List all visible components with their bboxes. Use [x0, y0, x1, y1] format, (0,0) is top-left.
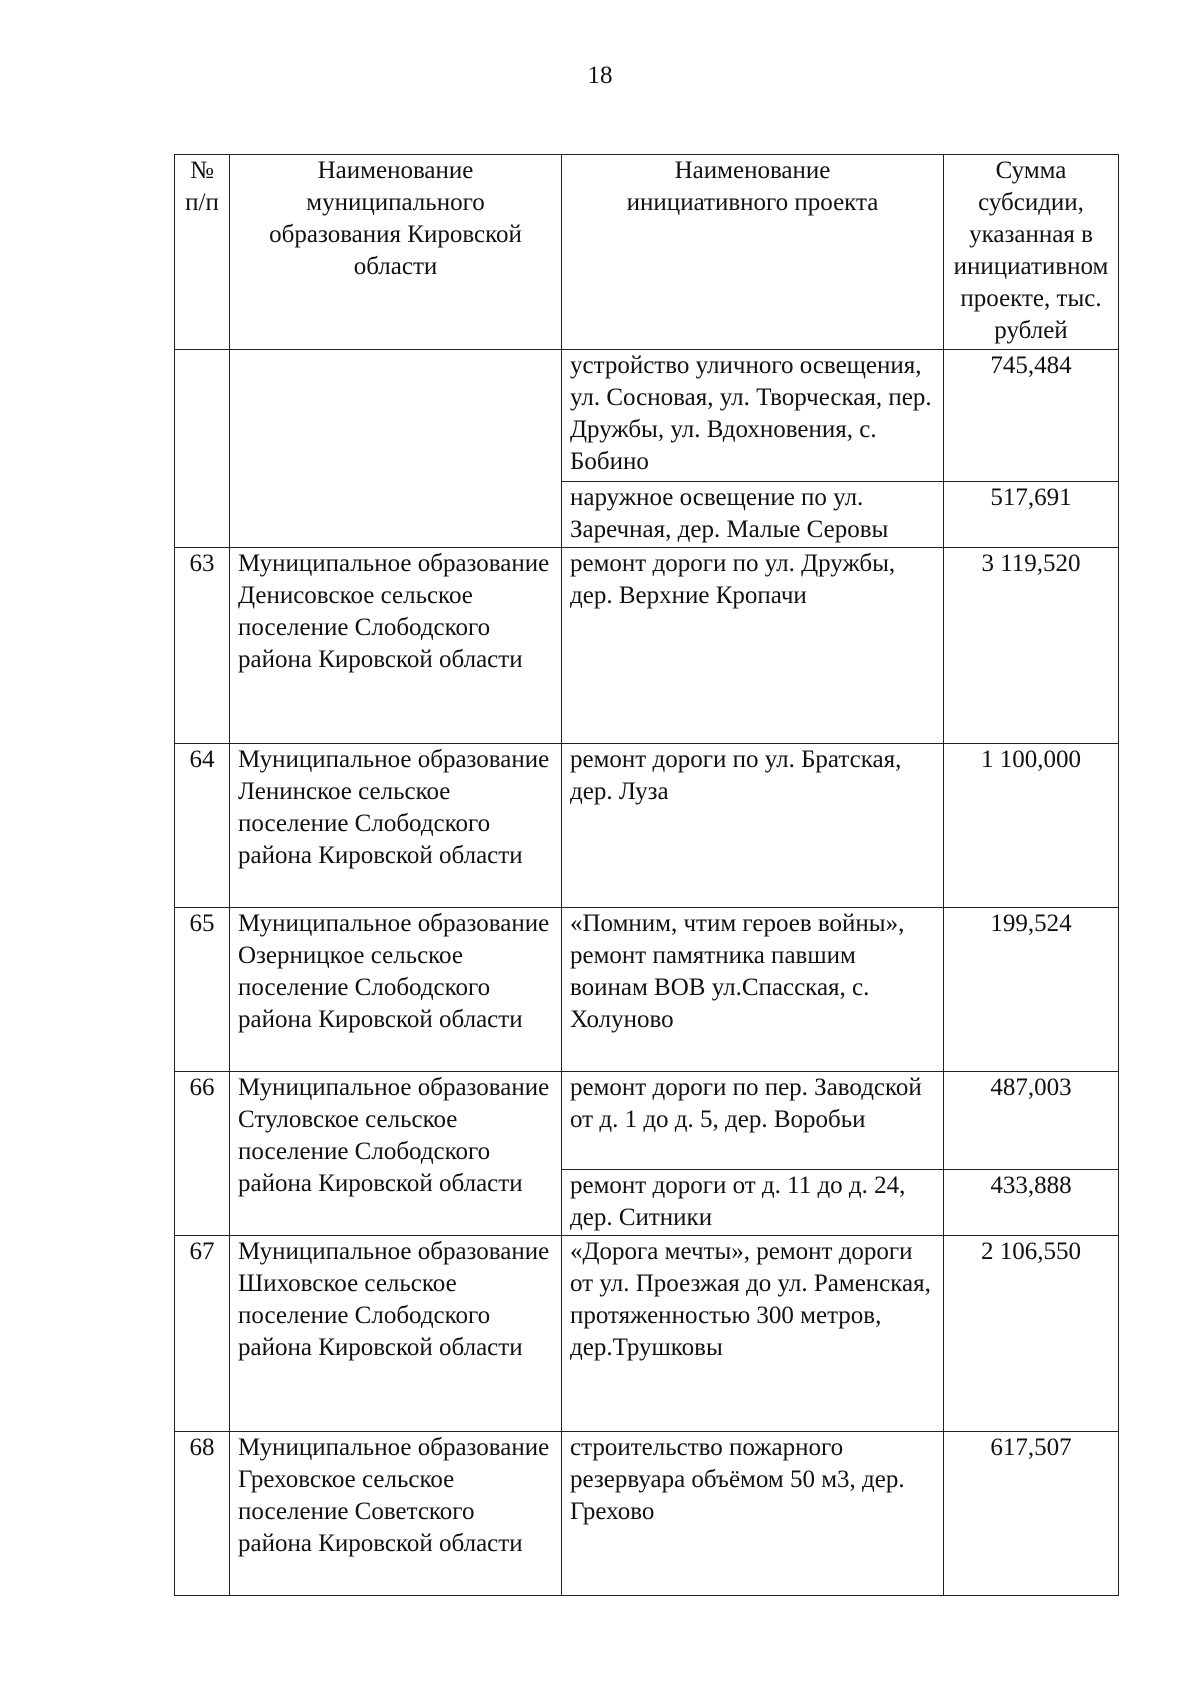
sum-cell: 2 106,550 — [944, 1236, 1119, 1432]
table-row — [175, 1072, 1119, 1170]
municipality-cell: Муниципальное образование Греховское сельское поселение Советского района Кировской области — [230, 1432, 562, 1596]
row-number-cell: 66 — [175, 1072, 230, 1236]
municipality-cell: Муниципальное образование Денисовское сельское поселение Слободского района Кировской области — [230, 548, 562, 744]
table-row — [175, 350, 1119, 482]
table-row — [175, 908, 1119, 1072]
row-number-cell: 64 — [175, 744, 230, 908]
header-project: Наименование инициативного проекта — [562, 155, 944, 350]
municipality-cell: Муниципальное образование Ленинское сельское поселение Слободского района Кировской области — [230, 744, 562, 908]
municipality-cell: Муниципальное образование Озерницкое сельское поселение Слободского района Кировской области — [230, 908, 562, 1072]
table-header-row — [175, 155, 1119, 350]
table-row — [175, 1432, 1119, 1596]
header-municipality: Наименование муниципального образования Кировской области — [230, 155, 562, 350]
row-number-cell: 65 — [175, 908, 230, 1072]
sum-cell: 487,003 — [944, 1072, 1119, 1170]
sum-cell: 745,484 — [944, 350, 1119, 482]
page-number: 18 — [587, 62, 613, 89]
sum-cell: 517,691 — [944, 482, 1119, 548]
municipality-cell: Муниципальное образование Стуловское сельское поселение Слободского района Кировской области — [230, 1072, 562, 1236]
table-row — [175, 548, 1119, 744]
project-cell: наружное освещение по ул. Заречная, дер. Малые Серовы — [562, 482, 944, 548]
table-row — [175, 1236, 1119, 1432]
project-cell: строительство пожарного резервуара объёмом 50 м3, дер. Грехово — [562, 1432, 944, 1596]
municipality-cell — [230, 350, 562, 548]
sum-cell: 1 100,000 — [944, 744, 1119, 908]
subsidy-table — [174, 154, 1119, 1596]
row-number-cell: 63 — [175, 548, 230, 744]
sum-cell: 199,524 — [944, 908, 1119, 1072]
sum-cell: 433,888 — [944, 1170, 1119, 1236]
project-cell: «Помним, чтим героев войны», ремонт памятника павшим воинам ВОВ ул.Спасская, с. Холуново — [562, 908, 944, 1072]
header-num: № п/п — [175, 155, 230, 350]
project-cell: устройство уличного освещения, ул. Сосновая, ул. Творческая, пер. Дружбы, ул. Вдохновения, с. Бобино — [562, 350, 944, 482]
project-cell: ремонт дороги по пер. Заводской от д. 1 до д. 5, дер. Воробьи — [562, 1072, 944, 1170]
project-cell: ремонт дороги по ул. Братская, дер. Луза — [562, 744, 944, 908]
header-sum: Сумма субсидии, указанная в инициативном проекте, тыс. рублей — [944, 155, 1119, 350]
sum-cell: 617,507 — [944, 1432, 1119, 1596]
project-cell: ремонт дороги от д. 11 до д. 24, дер. Ситники — [562, 1170, 944, 1236]
row-number-cell — [175, 350, 230, 548]
project-cell: «Дорога мечты», ремонт дороги от ул. Проезжая до ул. Раменская, протяженностью 300 метров, дер.Трушковы — [562, 1236, 944, 1432]
sum-cell: 3 119,520 — [944, 548, 1119, 744]
row-number-cell: 67 — [175, 1236, 230, 1432]
row-number-cell: 68 — [175, 1432, 230, 1596]
table-row — [175, 744, 1119, 908]
municipality-cell: Муниципальное образование Шиховское сельское поселение Слободского района Кировской области — [230, 1236, 562, 1432]
project-cell: ремонт дороги по ул. Дружбы, дер. Верхние Кропачи — [562, 548, 944, 744]
